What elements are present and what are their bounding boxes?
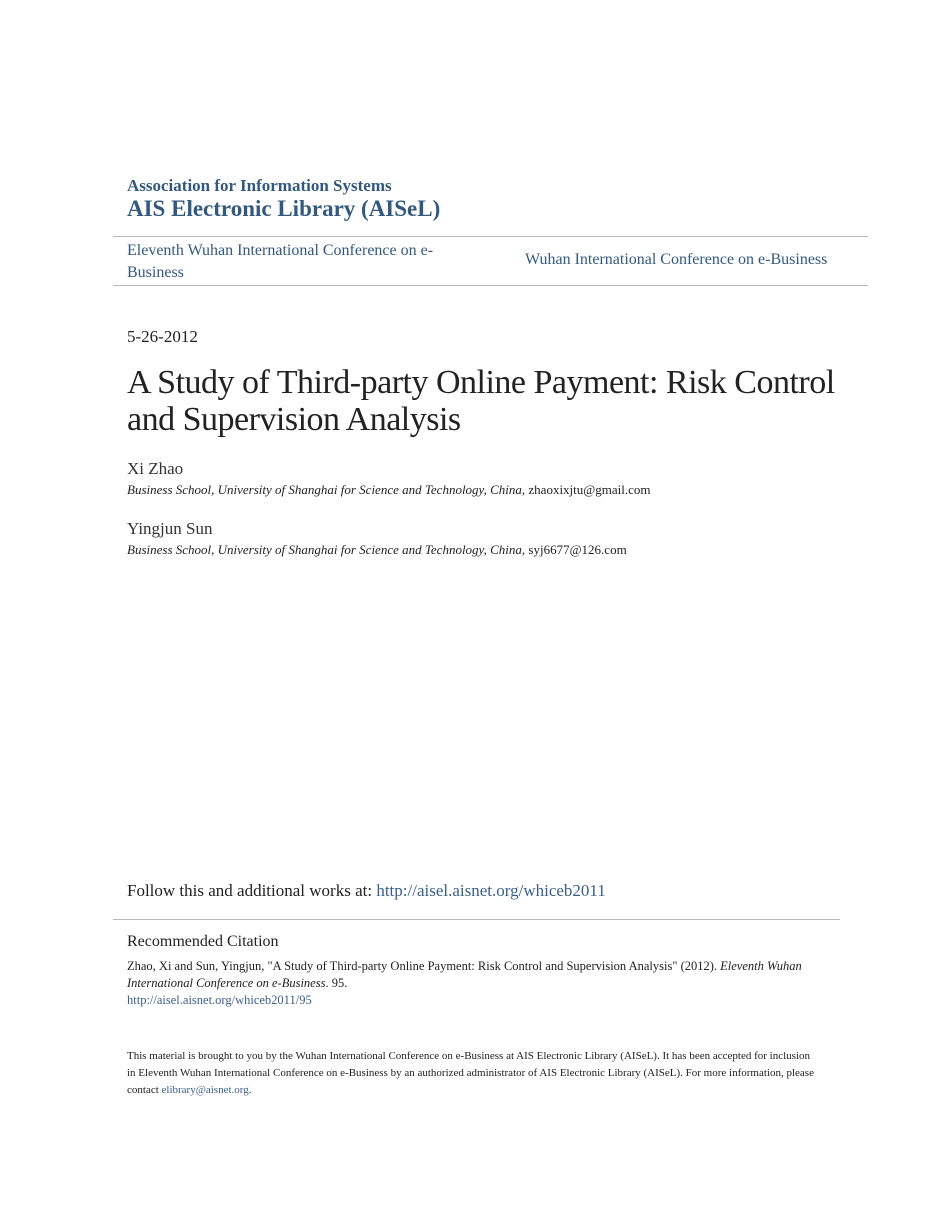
author-affiliation-line: Business School, University of Shanghai for Science and Technology, China, zhaoxixjtu@gmail.com (127, 482, 651, 497)
author-name: Xi Zhao (127, 459, 184, 478)
author-email: zhaoxixjtu@gmail.com (528, 482, 651, 497)
divider-bottom (113, 285, 868, 286)
author-affiliation: Business School, University of Shanghai for Science and Technology, China (127, 542, 522, 557)
publication-date: 5-26-2012 (127, 327, 198, 346)
citation-source: Eleventh Wuhan International Conference on e-Business (127, 959, 802, 990)
author-name: Yingjun Sun (127, 519, 213, 538)
citation-text: Zhao, Xi and Sun, Yingjun, "A Study of Third-party Online Payment: Risk Control and Supervision Analysis" (2012). (127, 959, 718, 973)
collection-link-left[interactable]: Eleventh Wuhan International Conference on e-Business (127, 242, 434, 281)
footer-notice (127, 1048, 817, 1099)
follow-line (127, 881, 606, 901)
divider-middle (113, 919, 840, 920)
author-block-2 (127, 519, 627, 558)
paper-title: A Study of Third-party Online Payment: Risk Control and Supervision Analysis (127, 364, 835, 438)
follow-prefix: Follow this and additional works at: (127, 881, 377, 900)
follow-link[interactable]: http://aisel.aisnet.org/whiceb2011 (376, 881, 606, 900)
author-email: syj6677@126.com (528, 542, 627, 557)
org-name: Association for Information Systems (127, 176, 392, 195)
citation-number: . 95. (325, 976, 348, 990)
footer-end: . (248, 1084, 252, 1096)
library-name[interactable]: AIS Electronic Library (AISeL) (127, 196, 441, 221)
contact-email-link[interactable]: elibrary@aisnet.org (161, 1084, 249, 1096)
citation-block (127, 958, 827, 1009)
footer-text: This material is brought to you by the Wuhan International Conference on e-Business at AIS Electronic Library (AISeL). It has been accepted for inclusion in Eleventh Wuhan International Conference on e-Business by an authorized administrator of AIS Electronic Library (AISeL). For more information, please contact (127, 1050, 814, 1096)
citation-heading: Recommended Citation (127, 933, 279, 950)
divider-top (113, 236, 868, 237)
collection-link-right[interactable]: Wuhan International Conference on e-Business (525, 251, 828, 268)
author-affiliation: Business School, University of Shanghai for Science and Technology, China (127, 482, 522, 497)
author-affiliation-line: Business School, University of Shanghai for Science and Technology, China, syj6677@126.com (127, 542, 627, 557)
author-block-1 (127, 459, 651, 498)
citation-link[interactable]: http://aisel.aisnet.org/whiceb2011/95 (127, 993, 312, 1007)
